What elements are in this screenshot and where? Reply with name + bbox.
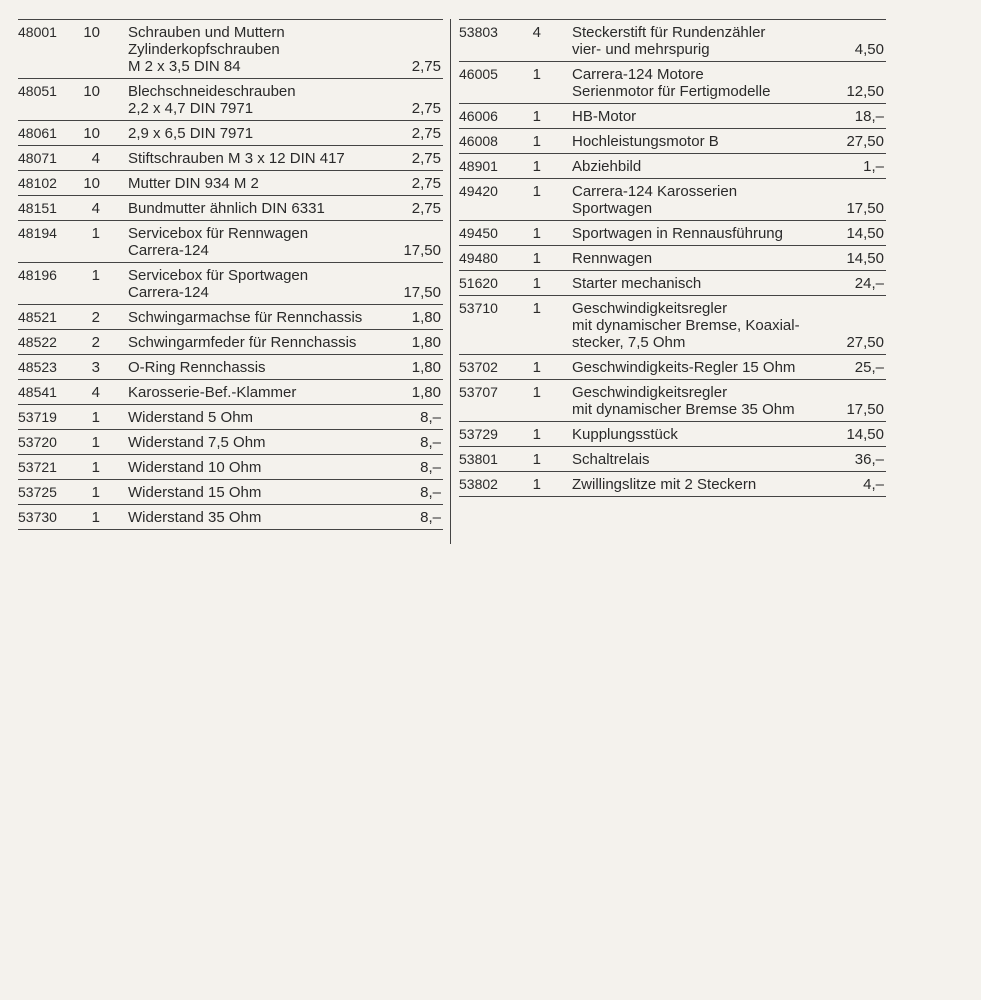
part-quantity: 10: [83, 83, 100, 100]
part-description: [128, 267, 383, 301]
column-divider: [450, 19, 451, 544]
description-line: Bundmutter ähnlich DIN 6331: [128, 200, 325, 217]
part-quantity: 1: [532, 108, 541, 125]
part-price: 1,–: [863, 158, 884, 175]
description-line: 2,9 x 6,5 DIN 7971: [128, 125, 254, 142]
description-line: Carrera-124 Karosserien: [572, 183, 738, 200]
part-quantity: 1: [532, 384, 541, 401]
part-row: [459, 154, 886, 179]
part-number: 49450: [459, 225, 498, 241]
description-line: Widerstand 5 Ohm: [128, 409, 254, 426]
part-description: [572, 359, 821, 376]
description-line: Rennwagen: [572, 250, 653, 267]
description-line: Starter mechanisch: [572, 275, 702, 292]
part-price: 17,50: [846, 200, 884, 217]
part-number: 53721: [18, 459, 57, 475]
part-row: [18, 20, 443, 79]
description-line: Servicebox für Rennwagen: [128, 225, 309, 242]
part-price: 17,50: [403, 242, 441, 259]
part-description: [572, 183, 821, 217]
part-price: 1,80: [411, 359, 441, 376]
part-description: [572, 451, 821, 468]
part-description: [128, 83, 383, 117]
part-description: [572, 225, 821, 242]
description-line: O-Ring Rennchassis: [128, 359, 266, 376]
part-row: [459, 472, 886, 497]
part-description: [572, 476, 821, 493]
part-quantity: 2: [91, 334, 100, 351]
part-description: [572, 24, 821, 58]
description-line: mit dynamischer Bremse 35 Ohm: [572, 401, 795, 418]
part-number: 48001: [18, 24, 57, 40]
part-description: [128, 359, 383, 376]
part-description: [128, 125, 383, 142]
part-number: 49480: [459, 250, 498, 266]
part-row: [18, 480, 443, 505]
part-row: [459, 104, 886, 129]
part-quantity: 10: [83, 24, 100, 41]
part-number: 53730: [18, 509, 57, 525]
part-description: [572, 133, 821, 150]
description-line: Karosserie-Bef.-Klammer: [128, 384, 297, 401]
description-line: Widerstand 15 Ohm: [128, 484, 262, 501]
part-number: 46006: [459, 108, 498, 124]
part-description: [128, 459, 383, 476]
part-price: 36,–: [854, 451, 884, 468]
part-quantity: 1: [532, 183, 541, 200]
description-line: Zwillingslitze mit 2 Steckern: [572, 476, 757, 493]
left-parts-column: [18, 19, 443, 530]
description-line: Widerstand 10 Ohm: [128, 459, 262, 476]
part-description: [128, 150, 383, 167]
part-price: 2,75: [411, 125, 441, 142]
part-quantity: 4: [532, 24, 541, 41]
description-line: HB-Motor: [572, 108, 637, 125]
part-number: 51620: [459, 275, 498, 291]
description-line: Hochleistungsmotor B: [572, 133, 719, 150]
description-line: Widerstand 7,5 Ohm: [128, 434, 266, 451]
description-line: Schaltrelais: [572, 451, 650, 468]
description-line: Mutter DIN 934 M 2: [128, 175, 259, 192]
part-number: 53803: [459, 24, 498, 40]
part-row: [459, 179, 886, 221]
part-description: [128, 175, 383, 192]
part-row: [18, 430, 443, 455]
part-number: 48151: [18, 200, 57, 216]
part-price: 14,50: [846, 426, 884, 443]
part-number: 49420: [459, 183, 498, 199]
part-description: [128, 484, 383, 501]
part-description: [128, 334, 383, 351]
part-description: [572, 384, 821, 418]
part-quantity: 1: [532, 225, 541, 242]
part-quantity: 2: [91, 309, 100, 326]
right-parts-column: [459, 19, 886, 497]
part-price: 14,50: [846, 225, 884, 242]
part-row: [459, 62, 886, 104]
part-number: 48541: [18, 384, 57, 400]
part-description: [128, 309, 383, 326]
part-row: [459, 355, 886, 380]
part-quantity: 10: [83, 125, 100, 142]
part-quantity: 1: [91, 225, 100, 242]
part-price: 8,–: [420, 459, 441, 476]
part-price: 2,75: [411, 150, 441, 167]
description-line: Zylinderkopfschrauben: [128, 41, 280, 58]
part-description: [572, 426, 821, 443]
part-row: [18, 505, 443, 530]
part-number: 48102: [18, 175, 57, 191]
part-number: 53707: [459, 384, 498, 400]
part-row: [459, 20, 886, 62]
part-price: 8,–: [420, 434, 441, 451]
part-price: 12,50: [846, 83, 884, 100]
part-description: [128, 384, 383, 401]
part-number: 48901: [459, 158, 498, 174]
part-description: [572, 300, 821, 351]
part-number: 53802: [459, 476, 498, 492]
part-row: [18, 221, 443, 263]
part-quantity: 1: [91, 484, 100, 501]
part-number: 53710: [459, 300, 498, 316]
part-quantity: 1: [532, 66, 541, 83]
part-price: 24,–: [854, 275, 884, 292]
description-line: mit dynamischer Bremse, Koaxial-: [572, 317, 800, 334]
description-line: Geschwindigkeitsregler: [572, 300, 728, 317]
description-line: M 2 x 3,5 DIN 84: [128, 58, 241, 75]
part-description: [572, 250, 821, 267]
part-quantity: 1: [532, 426, 541, 443]
part-quantity: 1: [91, 509, 100, 526]
part-number: 48196: [18, 267, 57, 283]
description-line: Steckerstift für Rundenzähler: [572, 24, 766, 41]
part-price: 25,–: [854, 359, 884, 376]
part-row: [18, 121, 443, 146]
part-quantity: 1: [91, 434, 100, 451]
part-price: 2,75: [411, 200, 441, 217]
part-row: [459, 296, 886, 355]
part-description: [572, 158, 821, 175]
part-number: 53725: [18, 484, 57, 500]
part-price: 2,75: [411, 175, 441, 192]
description-line: Servicebox für Sportwagen: [128, 267, 309, 284]
part-row: [459, 129, 886, 154]
description-line: Carrera-124 Motore: [572, 66, 704, 83]
description-line: Blechschneideschrauben: [128, 83, 296, 100]
part-quantity: 1: [91, 409, 100, 426]
part-price: 1,80: [411, 334, 441, 351]
part-quantity: 1: [532, 300, 541, 317]
part-description: [128, 24, 383, 75]
part-price: 4,50: [854, 41, 884, 58]
part-quantity: 4: [91, 200, 100, 217]
part-row: [459, 271, 886, 296]
part-price: 4,–: [863, 476, 884, 493]
description-line: Schwingarmachse für Rennchassis: [128, 309, 363, 326]
description-line: Sportwagen in Rennausführung: [572, 225, 783, 242]
description-line: Stiftschrauben M 3 x 12 DIN 417: [128, 150, 345, 167]
part-row: [18, 263, 443, 305]
part-price: 18,–: [854, 108, 884, 125]
part-number: 53719: [18, 409, 57, 425]
part-row: [18, 405, 443, 430]
part-quantity: 1: [532, 476, 541, 493]
part-quantity: 1: [91, 267, 100, 284]
part-row: [459, 246, 886, 271]
part-number: 53801: [459, 451, 498, 467]
part-price: 8,–: [420, 484, 441, 501]
part-description: [572, 66, 821, 100]
part-price: 2,75: [411, 58, 441, 75]
part-quantity: 1: [532, 250, 541, 267]
part-number: 48051: [18, 83, 57, 99]
part-row: [18, 146, 443, 171]
part-description: [128, 434, 383, 451]
description-line: Schrauben und Muttern: [128, 24, 285, 41]
part-price: 17,50: [403, 284, 441, 301]
part-price: 1,80: [411, 384, 441, 401]
part-description: [572, 275, 821, 292]
part-description: [128, 409, 383, 426]
description-line: stecker, 7,5 Ohm: [572, 334, 686, 351]
description-line: Widerstand 35 Ohm: [128, 509, 262, 526]
part-number: 53729: [459, 426, 498, 442]
part-row: [459, 380, 886, 422]
part-number: 46008: [459, 133, 498, 149]
part-number: 48523: [18, 359, 57, 375]
part-price: 27,50: [846, 334, 884, 351]
part-description: [128, 200, 383, 217]
part-row: [18, 305, 443, 330]
description-line: Schwingarmfeder für Rennchassis: [128, 334, 357, 351]
part-row: [18, 171, 443, 196]
part-price: 17,50: [846, 401, 884, 418]
part-row: [459, 422, 886, 447]
part-quantity: 1: [532, 451, 541, 468]
part-quantity: 1: [91, 459, 100, 476]
description-line: Carrera-124: [128, 284, 209, 301]
part-row: [18, 196, 443, 221]
part-quantity: 1: [532, 275, 541, 292]
part-number: 48194: [18, 225, 57, 241]
part-row: [18, 355, 443, 380]
part-quantity: 4: [91, 150, 100, 167]
part-row: [18, 380, 443, 405]
part-number: 48061: [18, 125, 57, 141]
description-line: Sportwagen: [572, 200, 653, 217]
part-quantity: 1: [532, 133, 541, 150]
part-quantity: 3: [91, 359, 100, 376]
part-row: [18, 79, 443, 121]
part-description: [128, 225, 383, 259]
part-price: 8,–: [420, 509, 441, 526]
part-number: 48522: [18, 334, 57, 350]
part-description: [572, 108, 821, 125]
part-row: [18, 455, 443, 480]
part-row: [459, 221, 886, 246]
description-line: Serienmotor für Fertigmodelle: [572, 83, 771, 100]
description-line: Geschwindigkeitsregler: [572, 384, 728, 401]
part-row: [18, 330, 443, 355]
part-price: 8,–: [420, 409, 441, 426]
part-number: 53702: [459, 359, 498, 375]
description-line: Kupplungsstück: [572, 426, 678, 443]
part-price: 1,80: [411, 309, 441, 326]
part-row: [459, 447, 886, 472]
part-number: 46005: [459, 66, 498, 82]
part-quantity: 1: [532, 158, 541, 175]
part-description: [128, 509, 383, 526]
part-quantity: 1: [532, 359, 541, 376]
description-line: vier- und mehrspurig: [572, 41, 710, 58]
part-number: 53720: [18, 434, 57, 450]
part-price: 27,50: [846, 133, 884, 150]
part-price: 2,75: [411, 100, 441, 117]
description-line: 2,2 x 4,7 DIN 7971: [128, 100, 254, 117]
part-quantity: 4: [91, 384, 100, 401]
part-number: 48071: [18, 150, 57, 166]
part-price: 14,50: [846, 250, 884, 267]
description-line: Geschwindigkeits-Regler 15 Ohm: [572, 359, 796, 376]
description-line: Carrera-124: [128, 242, 209, 259]
part-number: 48521: [18, 309, 57, 325]
part-quantity: 10: [83, 175, 100, 192]
description-line: Abziehbild: [572, 158, 642, 175]
